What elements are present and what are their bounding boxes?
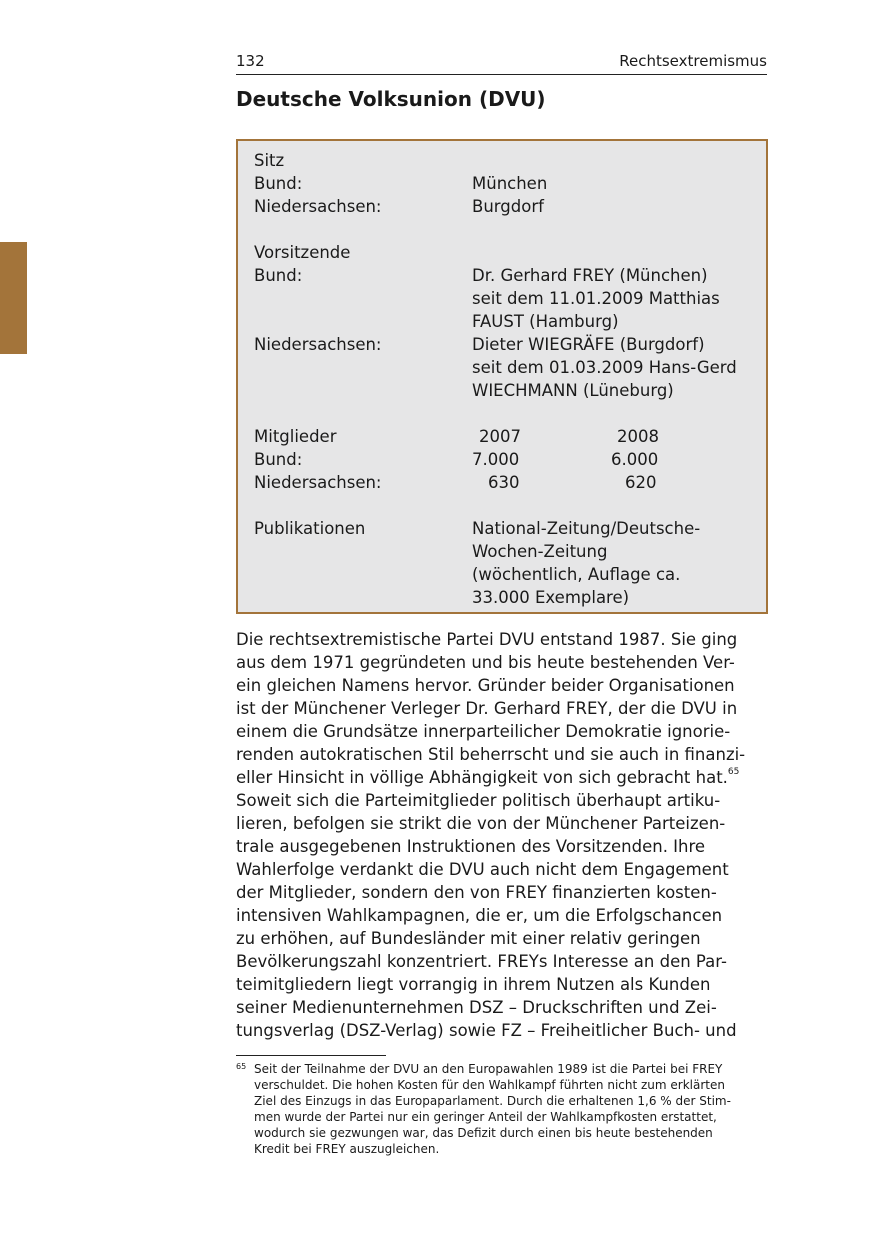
mitglieder-heading: Mitglieder bbox=[254, 427, 337, 446]
vorsitzende-bund-line: Dr. Gerhard FREY (München) bbox=[472, 266, 708, 285]
body-paragraph bbox=[236, 628, 767, 1042]
footnote-divider bbox=[236, 1055, 386, 1056]
chapter-tab-marker bbox=[0, 242, 27, 354]
vorsitzende-nds-line: Dieter WIEGRÄFE (Burgdorf) bbox=[472, 335, 705, 354]
body-line: einem die Grundsätze innerparteilicher Demokratie ignorie- bbox=[236, 722, 731, 741]
publikationen-line: Wochen-Zeitung bbox=[472, 542, 608, 561]
footnote-line: men wurde der Partei nur ein geringer Anteil der Wahlkampfkosten erstattet, bbox=[254, 1110, 717, 1124]
running-header bbox=[236, 50, 767, 75]
year-2007: 2007 bbox=[479, 427, 521, 446]
running-title: Rechtsextremismus bbox=[619, 52, 767, 70]
vorsitzende-bund-line: FAUST (Hamburg) bbox=[472, 312, 619, 331]
mitglieder-bund-2008: 6.000 bbox=[611, 450, 659, 469]
mitglieder-nds-2008: 620 bbox=[625, 473, 657, 492]
section-title: Deutsche Volksunion (DVU) bbox=[236, 87, 546, 111]
publikationen-line: National-Zeitung/Deutsche- bbox=[472, 519, 701, 538]
publikationen-line: 33.000 Exemplare) bbox=[472, 588, 630, 607]
body-line: Die rechtsextremistische Partei DVU entstand 1987. Sie ging bbox=[236, 630, 738, 649]
publikationen-heading: Publikationen bbox=[254, 519, 366, 538]
footnote-line: verschuldet. Die hohen Kosten für den Wahlkampf führten nicht zum erklärten bbox=[254, 1078, 725, 1092]
vorsitzende-bund-label: Bund: bbox=[254, 266, 303, 285]
mitglieder-bund-label: Bund: bbox=[254, 450, 303, 469]
body-line: lieren, befolgen sie strikt die von der Münchener Parteizen- bbox=[236, 814, 726, 833]
footnote-number: 65 bbox=[236, 1062, 247, 1071]
vorsitzende-bund-line: seit dem 11.01.2009 Matthias bbox=[472, 289, 720, 308]
mitglieder-nds-2007: 630 bbox=[488, 473, 520, 492]
body-line: ein gleichen Namens hervor. Gründer beider Organisationen bbox=[236, 676, 735, 695]
body-line-text: eller Hinsicht in völlige Abhängigkeit von sich gebracht hat. bbox=[236, 768, 728, 787]
body-line: Bevölkerungszahl konzentriert. FREYs Interesse an den Par- bbox=[236, 952, 727, 971]
footnote-line: Seit der Teilnahme der DVU an den Europawahlen 1989 ist die Partei bei FREY bbox=[254, 1062, 723, 1076]
sitz-bund-value: München bbox=[472, 174, 548, 193]
year-2008: 2008 bbox=[617, 427, 659, 446]
footnote-line: Kredit bei FREY auszugleichen. bbox=[254, 1142, 440, 1156]
sitz-nds-value: Burgdorf bbox=[472, 197, 544, 216]
body-line: der Mitglieder, sondern den von FREY finanzierten kosten- bbox=[236, 883, 717, 902]
footnote bbox=[236, 1061, 767, 1157]
body-line: zu erhöhen, auf Bundesländer mit einer relativ geringen bbox=[236, 929, 701, 948]
body-line: trale ausgegebenen Instruktionen des Vorsitzenden. Ihre bbox=[236, 837, 706, 856]
publikationen-line: (wöchentlich, Auflage ca. bbox=[472, 565, 681, 584]
body-line: teimitgliedern liegt vorrangig in ihrem Nutzen als Kunden bbox=[236, 975, 711, 994]
footnote-line: Ziel des Einzugs in das Europaparlament. Durch die erhaltenen 1,6 % der Stim- bbox=[254, 1094, 731, 1108]
footnote-line: wodurch sie gezwungen war, das Defizit durch einen bis heute bestehenden bbox=[254, 1126, 713, 1140]
info-box bbox=[236, 139, 768, 614]
body-line-with-footnote bbox=[236, 766, 767, 789]
page-number: 132 bbox=[236, 52, 265, 70]
body-line: renden autokratischen Stil beherrscht und sie auch in finanzi- bbox=[236, 745, 746, 764]
mitglieder-bund-2007: 7.000 bbox=[472, 450, 520, 469]
body-line: Wahlerfolge verdankt die DVU auch nicht dem Engagement bbox=[236, 860, 729, 879]
vorsitzende-nds-line: WIECHMANN (Lüneburg) bbox=[472, 381, 674, 400]
vorsitzende-nds-line: seit dem 01.03.2009 Hans-Gerd bbox=[472, 358, 737, 377]
footnote-ref[interactable]: 65 bbox=[727, 767, 740, 777]
body-line: tungsverlag (DSZ-Verlag) sowie FZ – Freiheitlicher Buch- und bbox=[236, 1021, 737, 1040]
sitz-heading: Sitz bbox=[254, 151, 285, 170]
body-line: Soweit sich die Parteimitglieder politisch überhaupt artiku- bbox=[236, 791, 721, 810]
vorsitzende-heading: Vorsitzende bbox=[254, 243, 351, 262]
body-line: intensiven Wahlkampagnen, die er, um die Erfolgschancen bbox=[236, 906, 723, 925]
body-line: aus dem 1971 gegründeten und bis heute bestehenden Ver- bbox=[236, 653, 735, 672]
sitz-bund-label: Bund: bbox=[254, 174, 303, 193]
sitz-nds-label: Niedersachsen: bbox=[254, 197, 382, 216]
body-line: seiner Medienunternehmen DSZ – Druckschriften und Zei- bbox=[236, 998, 717, 1017]
body-line: ist der Münchener Verleger Dr. Gerhard FREY, der die DVU in bbox=[236, 699, 738, 718]
mitglieder-nds-label: Niedersachsen: bbox=[254, 473, 382, 492]
vorsitzende-nds-label: Niedersachsen: bbox=[254, 335, 382, 354]
